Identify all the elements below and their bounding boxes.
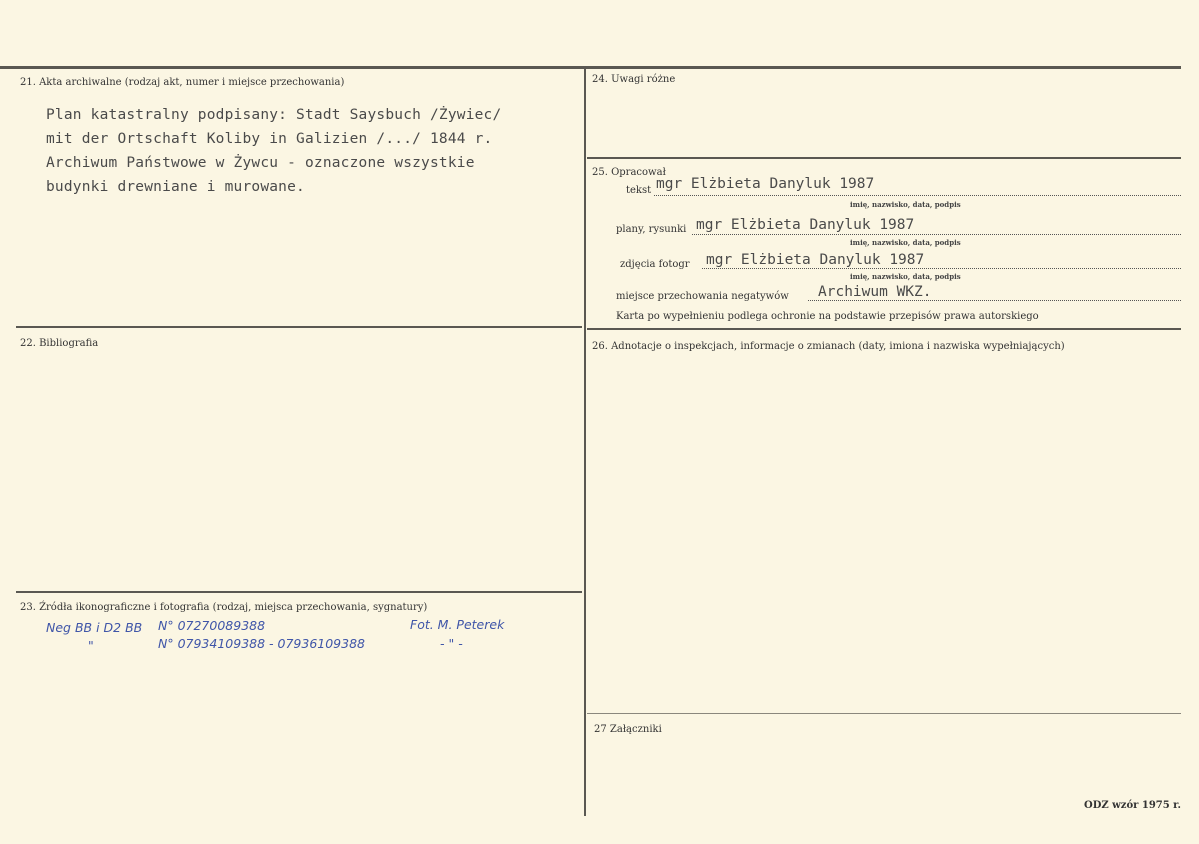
handwritten-negative-ref: Neg BB i D2 BB [46, 620, 143, 635]
handwritten-ditto-2: - " - [440, 636, 463, 651]
section-23-label: 23. Źródła ikonograficzne i fotografia (rodzaj, miejsca przechowania, sygnatury) [20, 602, 428, 613]
zdjecia-hint: imię, nazwisko, data, podpis [850, 272, 961, 281]
section-24-label: 24. Uwagi różne [592, 74, 676, 85]
zdjecia-label: zdjęcia fotogr [620, 259, 690, 270]
zdjecia-value: mgr Elżbieta Danyluk 1987 [706, 252, 925, 268]
column-divider [584, 68, 586, 816]
section-26-label: 26. Adnotacje o inspekcjach, informacje o zmianach (daty, imiona i nazwiska wypełniających) [592, 341, 1065, 352]
rule-22-23 [16, 591, 582, 593]
section-21-line-4: budynki drewniane i murowane. [46, 179, 305, 195]
rule-21-22 [16, 326, 582, 328]
handwritten-photographer: Fot. M. Peterek [410, 617, 505, 632]
handwritten-number-2: N° 07934109388 - 07936109388 [158, 636, 365, 651]
form-footer: ODZ wzór 1975 r. [1084, 800, 1182, 811]
rule-25-26 [587, 328, 1181, 330]
section-21-line-3: Archiwum Państwowe w Żywcu - oznaczone wszystkie [46, 155, 475, 171]
copyright-note: Karta po wypełnieniu podlega ochronie na podstawie przepisów prawa autorskiego [616, 311, 1039, 322]
tekst-value: mgr Elżbieta Danyluk 1987 [656, 176, 875, 192]
tekst-label: tekst [626, 185, 652, 196]
section-25-label: 25. Opracował [592, 167, 666, 178]
handwritten-number-1: N° 07270089388 [158, 618, 266, 633]
section-21-line-1: Plan katastralny podpisany: Stadt Saysbuch /Żywiec/ [46, 107, 502, 123]
tekst-dotline [654, 195, 1181, 196]
plany-hint: imię, nazwisko, data, podpis [850, 238, 961, 247]
rule-24-25 [587, 157, 1181, 159]
plany-label: plany, rysunki [616, 224, 687, 235]
section-22-label: 22. Bibliografia [20, 338, 99, 349]
plany-value: mgr Elżbieta Danyluk 1987 [696, 217, 915, 233]
handwritten-ditto-1: " [88, 638, 94, 653]
section-27-label: 27 Załączniki [594, 724, 662, 735]
rule-26-27 [587, 713, 1181, 714]
negatywy-value: Archiwum WKZ. [818, 284, 932, 300]
zdjecia-dotline [702, 268, 1181, 269]
negatywy-label: miejsce przechowania negatywów [616, 291, 789, 302]
top-rule [0, 66, 1181, 69]
negatywy-dotline [808, 300, 1181, 301]
section-21-label: 21. Akta archiwalne (rodzaj akt, numer i miejsce przechowania) [20, 77, 345, 88]
plany-dotline [692, 234, 1181, 235]
tekst-hint: imię, nazwisko, data, podpis [850, 200, 961, 209]
section-21-line-2: mit der Ortschaft Koliby in Galizien /.../ 1844 r. [46, 131, 493, 147]
